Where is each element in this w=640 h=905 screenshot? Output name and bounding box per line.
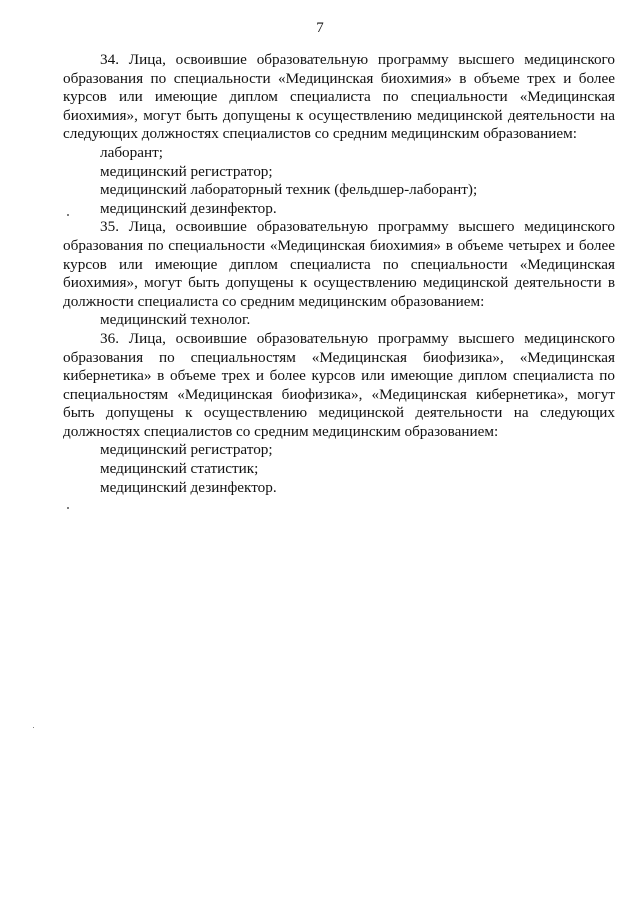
position-item: лаборант; bbox=[100, 143, 163, 161]
paragraph-36: 36. Лица, освоившие образовательную программу высшего медицинского образования по специальностям «Медицинская биофизика», «Медицинская кибернетика» в объеме трех и более курсов или имеющие диплом специалиста по специальностям «Медицинская биофизика», «Медицинская кибернетика», могут быть допущены к осуществлению медицинской деятельности на следующих должностях специалистов со средним медицинским образованием: bbox=[63, 329, 615, 440]
position-item: медицинский регистратор; bbox=[100, 441, 273, 459]
position-item: медицинский регистратор; bbox=[100, 162, 273, 180]
scan-speck bbox=[33, 727, 34, 728]
position-item: медицинский технолог. bbox=[100, 311, 251, 329]
position-item: медицинский дезинфектор. bbox=[100, 478, 277, 496]
scan-speck bbox=[67, 507, 69, 509]
paragraph-34: 34. Лица, освоившие образовательную программу высшего медицинского образования по специальности «Медицинская биохимия» в объеме трех и более курсов или имеющие диплом специалиста по специальности «Медицинская биохимия», могут быть допущены к осуществлению медицинской деятельности на следующих должностях специалистов со средним медицинским образованием: bbox=[63, 51, 615, 143]
page-number: 7 bbox=[316, 20, 324, 36]
position-item: медицинский статистик; bbox=[100, 460, 259, 478]
document-body bbox=[63, 51, 615, 497]
section-35 bbox=[63, 218, 615, 330]
paragraph-35: 35. Лица, освоившие образовательную программу высшего медицинского образования по специальности «Медицинская биохимия» в объеме четырех и более курсов или имеющие диплом специалиста по специальности «Медицинская биохимия», могут быть допущены к осуществлению медицинской деятельности в должности специалиста со средним медицинским образованием: bbox=[63, 218, 615, 310]
position-item: медицинский дезинфектор. bbox=[100, 199, 277, 217]
scan-speck bbox=[67, 214, 69, 216]
section-34 bbox=[63, 51, 615, 218]
section-36 bbox=[63, 330, 615, 497]
position-item: медицинский лабораторный техник (фельдшер-лаборант); bbox=[100, 181, 478, 199]
